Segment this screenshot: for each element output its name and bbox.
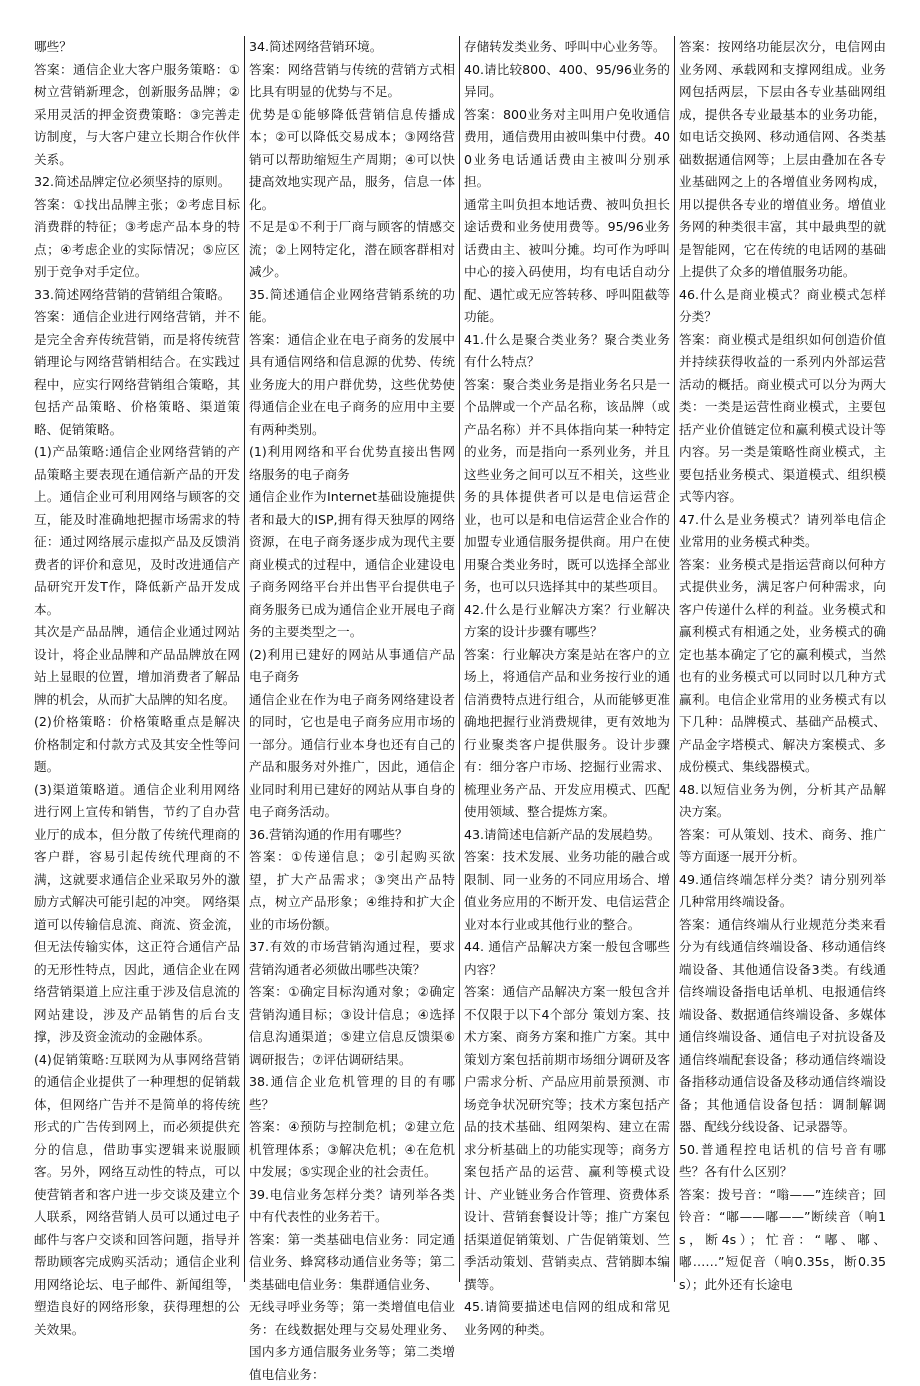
text-paragraph: 答案：通信企业在电子商务的发展中具有通信网络和信息源的优势、传统业务庞大的用户群优势，这些优势使得通信企业在电子商务的应用中主要有两种类别。 <box>249 331 455 437</box>
text-paragraph: 40.请比较800、400、95/96业务的异同。 <box>464 61 670 99</box>
text-paragraph: 答案：聚合类业务是指业务名只是一个品牌或一个产品名称，该品牌（或产品名称）并不具体指向某一种特定的业务，而是指向一系列业务，并且这些业务之间可以互不相关，这些业务的具体提供者可以是电信运营企业，也可以是和电信运营企业合作的加盟专业通信服务提供商。用户在使用聚合类业务时，既可以选择全部业务，也可以只选择其中的某些项目。 <box>464 376 670 594</box>
text-paragraph: 答案：④预防与控制危机；②建立危机管理体系；③解决危机；④在危机中发展；⑤实现企业的社会责任。 <box>249 1119 455 1179</box>
text-paragraph: 答案：业务模式是指运营商以何种方式提供业务，满足客户何种需求，向客户传递什么样的利益。业务模式和赢利模式有相通之处，业务模式的确定也基本确定了它的赢利模式，当然也有的业务模式可以同时以几种方式赢利。电信企业常用的业务模式有以下几种：品牌模式、基础产品模式、产品金字塔模式、解决方案模式、多成份模式、集线器模式。 <box>679 556 886 774</box>
text-paragraph: 38.通信企业危机管理的目的有哪些？ <box>249 1074 455 1112</box>
text-paragraph: 答案：可从策划、技术、商务、推广等方面逐一展开分析。 <box>679 826 886 864</box>
text-paragraph: 48.以短信业务为例，分析其产品解决方案。 <box>679 781 886 819</box>
text-paragraph: 33.简述网络营销的营销组合策略。 <box>34 286 231 302</box>
text-paragraph: 优势是①能够降低营销信息传播成本；②可以降低交易成本；③网络营销可以帮助缩短生产周期；④可以快捷高效地实现产品，服务，信息一体化。 <box>249 106 455 212</box>
text-column-3 <box>460 36 675 1337</box>
text-column-2 <box>245 36 460 1382</box>
text-paragraph: (2)利用已建好的网站从事通信产品电子商务 <box>249 646 455 684</box>
text-paragraph: 46.什么是商业模式？商业模式怎样分类？ <box>679 286 886 324</box>
text-column-1 <box>30 36 245 1337</box>
text-paragraph: 答案：第一类基础电信业务：同定通信业务、蜂窝移动通信业务等；第二类基础电信业务：集群通信业务、 <box>249 1231 455 1292</box>
text-paragraph: (3)渠道策略道。通信企业利用网络进行网上宣传和销售，节约了自办营业厅的成本，但分散了传统代理商的客户群，容易引起传统代理商的不满，这就要求通信企业采取另外的激励方式解决可能引起的冲突。 网络渠道可以传输信息流、商流、资金流，但无法传输实体，这正符合通信产品的无形性特点，因此，通信企业在网络营销渠道上应注重于涉及信息流的网站建设，涉及产品销售的后台支撑，涉及资金流动的金融体系。 <box>34 781 240 1044</box>
text-paragraph: 35.简述通信企业网络营销系统的功能。 <box>249 286 455 324</box>
text-paragraph: 43.请简述电信新产品的发展趋势。 <box>464 826 661 842</box>
text-paragraph: 答案：行业解决方案是站在客户的立场上，将通信产品和业务按行业的通信消费特点进行组合，从而能够更准确地把握行业消费规律，更有效地为行业聚类客户提供服务。设计步骤有：细分客户市场、挖掘行业需求、梳理业务产品、开发应用模式、匹配使用领域、整合提炼方案。 <box>464 646 670 819</box>
text-paragraph: 答案：①传递信息；②引起购买欲望，扩大产品需求；③突出产品特点，树立产品形象；④维持和扩大企业的市场份额。 <box>249 849 455 932</box>
text-paragraph: 无线寻呼业务等；第一类增值电信业务：在线数据处理与交易处理业务、国内多方通信服务业务等；第二类增值电信业务： <box>249 1299 455 1382</box>
text-paragraph: 不足是①不利于厂商与顾客的情感交流；②上网特定化，潜在顾客群相对减少。 <box>249 219 455 279</box>
text-paragraph: (4)促销策略:互联网为从事网络营销的通信企业提供了一种理想的促销载体，但网络广告并不是简单的将传统形式的广告传到网上，而必须提供充分的信息，借助事实逻辑来说服顾客。另外，网络互动性的特点，可以使营销者和客户进一步交谈及建立个人联系，网络营销人员可以通过电子邮件与客户交谈和回答问题，指导并帮助顾客完成购买活动；通信企业利用网络论坛、电子邮件、新闻组等，塑造良好的网络形象，获得理想的公关效果。 <box>34 1051 240 1337</box>
text-paragraph: 答案：通信企业进行网络营销，并不是完全舍弃传统营销，而是将传统营销理论与网络营销相结合。在实践过程中，应实行网络营销组合策略，其包括产品策略、价格策略、渠道策略、促销策略。 <box>34 309 240 437</box>
text-paragraph: 答案：800业务对主叫用户免收通信费用，通信费用由被叫集中付费。400业务电话通话费由主被叫分别承担。 <box>464 106 670 189</box>
text-paragraph: 答案：通信企业大客户服务策略：①树立营销新理念，创新服务品牌；②采用灵活的押金资费策略：③完善走访制度，与大客户建立长期合作伙伴关系。 <box>34 61 240 167</box>
text-paragraph: 答案：技术发展、业务功能的融合或限制、同一业务的不同应用场合、增值业务应用的不断开发、电信运营企业对本行业或其他行业的整合。 <box>464 849 670 932</box>
text-paragraph: 44. 通信产品解决方案一般包含哪些内容？ <box>464 939 670 977</box>
text-paragraph: 通信企业在作为电子商务网络建设者的同时，它也是电子商务应用市场的一部分。通信行业本身也还有自己的产品和服务对外推广，因此，通信企业同时利用已建好的网站从事自身的电子商务活动。 <box>249 691 455 819</box>
text-paragraph: 哪些？ <box>34 39 72 54</box>
text-paragraph: 50.普通程控电话机的信号音有哪些？各有什么区别？ <box>679 1141 886 1179</box>
text-paragraph: 47.什么是业务模式？请列举电信企业常用的业务模式种类。 <box>679 511 886 549</box>
text-paragraph: 34.简述网络营销环境。 <box>249 39 383 54</box>
text-paragraph: (1)产品策略:通信企业网络营销的产品策略主要表现在通信新产品的开发上。通信企业可利用网络与顾客的交互，能及时准确地把握市场需求的特征：通过网络展示虚拟产品及反馈消费者的评价和意见，及时改进通信产品研究开发T作，降低新产品开发成本。 <box>34 444 240 617</box>
text-paragraph: 存储转发类业务、呼叫中心业务等。 <box>464 39 666 54</box>
text-paragraph: (2)价格策略：价格策略重点是解决价格制定和付款方式及其安全性等问题。 <box>34 714 240 774</box>
text-paragraph: 通信企业作为Internet基础设施提供者和最大的ISP,拥有得天独厚的网络资源，在电子商务逐步成为现代主要商业模式的过程中，通信企业建设电子商务网络平台并出售平台提供电子商务服务已成为通信企业开展电子商务的主要类型之一。 <box>249 489 455 639</box>
text-paragraph: 其次是产品品牌，通信企业通过网站设计，将企业品牌和产品品牌放在网站上显眼的位置，增加消费者了解品牌的机会，从而扩大品牌的知名度。 <box>34 624 240 707</box>
text-paragraph: 通常主叫负担本地话费、被叫负担长途话费和业务使用费等。95/96业务话费由主、被叫分摊。均可作为呼叫中心的接入码使用，均有电话自动分配、遇忙或无应答转移、呼叫阻截等功能。 <box>464 196 670 324</box>
text-paragraph: 答案：①找出品牌主张；②考虑目标消费群的特征；③考虑产品本身的特点；④考虑企业的实际情况；⑤应区别于竞争对手定位。 <box>34 196 240 279</box>
text-paragraph: 答案：拨号音：“嗡——”连续音；回铃音：“嘟——嘟——”断续音（响1s，断4s）；忙音：“嘟、嘟、嘟……”短促音（响0.35s，断0.35s）；此外还有长途电 <box>679 1186 886 1292</box>
text-paragraph: 41.什么是聚合类业务？聚合类业务有什么特点？ <box>464 331 670 369</box>
text-paragraph: 49.通信终端怎样分类？请分别列举几种常用终端设备。 <box>679 871 886 909</box>
text-paragraph: 45.请简要描述电信网的组成和常见业务网的种类。 <box>464 1299 670 1337</box>
text-paragraph: 32.简述品牌定位必须坚持的原则。 <box>34 174 231 189</box>
text-paragraph: 答案：商业模式是组织如何创造价值并持续获得收益的一系列内外部运营活动的概括。商业模式可以分为两大类：一类是运营性商业模式，主要包括产业价值链定位和赢利模式设计等内容。另一类是策略性商业模式，主要包括业务模式、渠道模式、组织模式等内容。 <box>679 331 886 504</box>
text-paragraph: 36.营销沟通的作用有哪些？ <box>249 826 408 842</box>
text-paragraph: 42.什么是行业解决方案？行业解决方案的设计步骤有哪些？ <box>464 601 670 639</box>
text-paragraph: 答案：按网络功能层次分，电信网由业务网、承载网和支撑网组成。业务网包括两层，下层由各专业基础网组成，提供各专业最基本的业务功能，如电话交换网、移动通信网、各类基础数据通信网等；上层由叠加在各专业基础网之上的各增值业务网构成，用以提供各专业的增值业务。增值业务网的种类很丰富，其中最典型的就是智能网，它在传统的电话网的基础上提供了众多的增值服务功能。 <box>679 39 886 279</box>
text-paragraph: 37.有效的市场营销沟通过程，要求营销沟通者必须做出哪些决策？ <box>249 939 455 977</box>
text-paragraph: 答案：通信产品解决方案一般包含并不仅限于以下4个部分 策划方案、技术方案、商务方案和推广方案。其中策划方案包括前期市场细分调研及客户需求分析、产品应用前景预测、市场竞争状况研究等；技术方案包括产品的技术基础、组网架构、建立在需求分析基础上的功能实现等；商务方案包括产品的运营、赢利等模式设计、产业链业务合作管理、资费体系设计、营销套餐设计等；推广方案包括渠道促销策划、广告促销策划、竺季活动策划、营销卖点、营销脚本编撰等。 <box>464 984 670 1292</box>
text-paragraph: (1)利用网络和平台优势直接出售网络服务的电子商务 <box>249 444 455 482</box>
text-paragraph: 答案：网络营销与传统的营销方式相比具有明显的优势与不足。 <box>249 61 455 99</box>
text-column-4 <box>675 36 890 1292</box>
text-paragraph: 答案：①确定目标沟通对象；②确定营销沟通目标；③设计信息；④选择信息沟通渠道；⑤建立信息反馈渠⑥调研报告；⑦评估调研结果。 <box>249 984 455 1067</box>
text-paragraph: 答案：通信终端从行业规范分类来看分为有线通信终端设备、移动通信终端设备、其他通信设备3类。有线通信终端设备指电话单机、电报通信终端设备、数据通信终端设备、多媒体通信终端设备、通信电子对抗设备及通信终端配套设备；移动通信终端设备指移动通信设备及移动通信终端设备；其他通信设备包括：调制解调器、配线分线设备、记录器等。 <box>679 916 886 1134</box>
text-paragraph: 39.电信业务怎样分类？请列举各类中有代表性的业务若干。 <box>249 1186 455 1224</box>
